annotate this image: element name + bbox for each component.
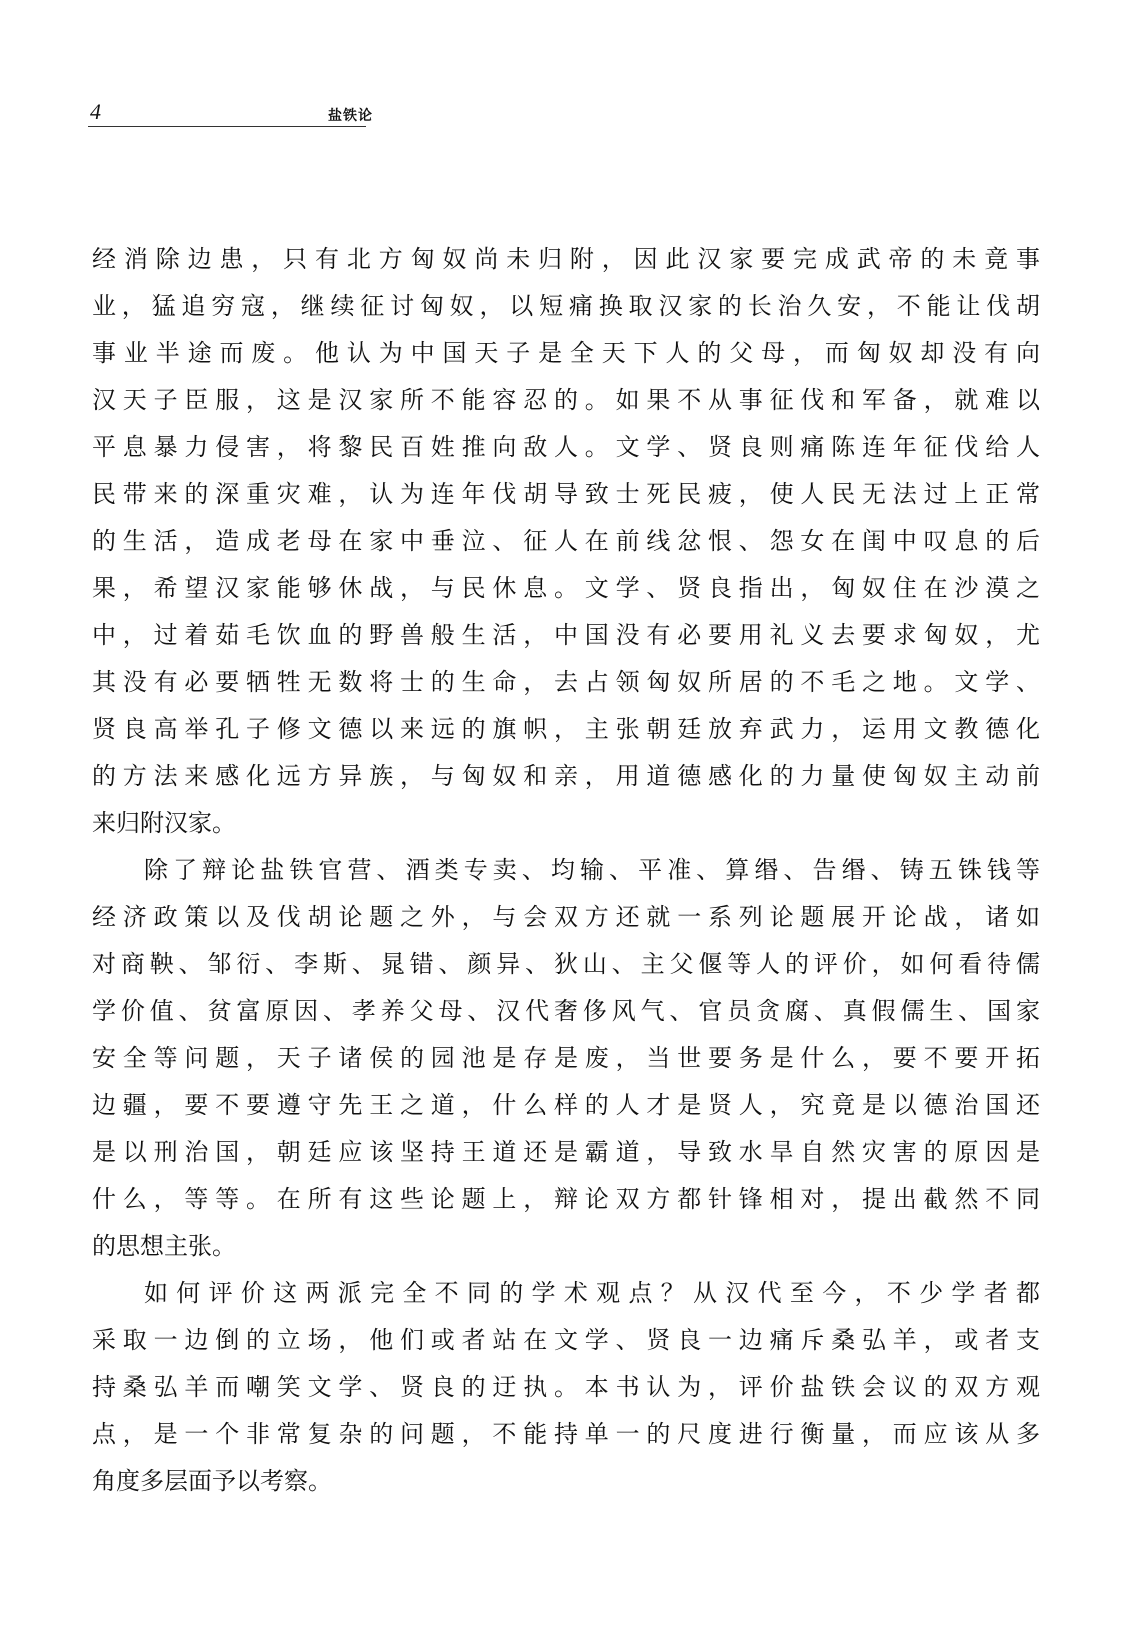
text-line: 点，是一个非常复杂的问题，不能持单一的尺度进行衡量，而应该从多 <box>92 1420 1040 1448</box>
body-text <box>92 236 1040 1505</box>
text-line: 持桑弘羊而嘲笑文学、贤良的迂执。本书认为，评价盐铁会议的双方观 <box>92 1373 1040 1401</box>
text-line: 民带来的深重灾难，认为连年伐胡导致士死民疲，使人民无法过上正常 <box>92 480 1040 508</box>
paragraph-3 <box>92 1270 1040 1505</box>
text-line: 安全等问题，天子诸侯的园池是存是废，当世要务是什么，要不要开拓 <box>92 1044 1040 1072</box>
text-line: 果，希望汉家能够休战，与民休息。文学、贤良指出，匈奴住在沙漠之 <box>92 574 1040 602</box>
text-line: 事业半途而废。他认为中国天子是全天下人的父母，而匈奴却没有向 <box>92 339 1040 367</box>
paragraph-2 <box>92 847 1040 1270</box>
page-number: 4 <box>90 99 101 124</box>
text-line: 的生活，造成老母在家中垂泣、征人在前线忿恨、怨女在闺中叹息的后 <box>92 527 1040 555</box>
text-line: 是以刑治国，朝廷应该坚持王道还是霸道，导致水旱自然灾害的原因是 <box>92 1138 1040 1166</box>
text-line: 角度多层面予以考察。 <box>92 1467 332 1495</box>
text-line: 其没有必要牺牲无数将士的生命，去占领匈奴所居的不毛之地。文学、 <box>92 668 1040 696</box>
text-line: 来归附汉家。 <box>92 809 236 837</box>
text-line: 经消除边患，只有北方匈奴尚未归附，因此汉家要完成武帝的未竟事 <box>92 245 1040 273</box>
text-line: 经济政策以及伐胡论题之外，与会双方还就一系列论题展开论战，诸如 <box>92 903 1040 931</box>
text-line: 学价值、贫富原因、孝养父母、汉代奢侈风气、官员贪腐、真假儒生、国家 <box>92 997 1040 1025</box>
header-rule <box>88 126 366 127</box>
paragraph-1 <box>92 236 1040 847</box>
text-line: 边疆，要不要遵守先王之道，什么样的人才是贤人，究竟是以德治国还 <box>92 1091 1040 1119</box>
text-line: 平息暴力侵害，将黎民百姓推向敌人。文学、贤良则痛陈连年征伐给人 <box>92 433 1040 461</box>
text-line: 贤良高举孔子修文德以来远的旗帜，主张朝廷放弃武力，运用文教德化 <box>92 715 1040 743</box>
text-line: 汉天子臣服，这是汉家所不能容忍的。如果不从事征伐和军备，就难以 <box>92 386 1040 414</box>
text-line: 什么，等等。在所有这些论题上，辩论双方都针锋相对，提出截然不同 <box>92 1185 1040 1213</box>
text-line: 对商鞅、邹衍、李斯、晁错、颜异、狄山、主父偃等人的评价，如何看待儒 <box>92 950 1040 978</box>
running-header <box>88 100 378 128</box>
text-line: 的方法来感化远方异族，与匈奴和亲，用道德感化的力量使匈奴主动前 <box>92 762 1040 790</box>
text-line: 采取一边倒的立场，他们或者站在文学、贤良一边痛斥桑弘羊，或者支 <box>92 1326 1040 1354</box>
book-title: 盐铁论 <box>328 108 373 124</box>
text-line: 中，过着茹毛饮血的野兽般生活，中国没有必要用礼义去要求匈奴，尤 <box>92 621 1040 649</box>
text-line: 如何评价这两派完全不同的学术观点？从汉代至今，不少学者都 <box>144 1279 1040 1307</box>
text-line: 业，猛追穷寇，继续征讨匈奴，以短痛换取汉家的长治久安，不能让伐胡 <box>92 292 1040 320</box>
text-line: 的思想主张。 <box>92 1232 236 1260</box>
text-line: 除了辩论盐铁官营、酒类专卖、均输、平准、算缗、告缗、铸五铢钱等 <box>144 856 1040 884</box>
